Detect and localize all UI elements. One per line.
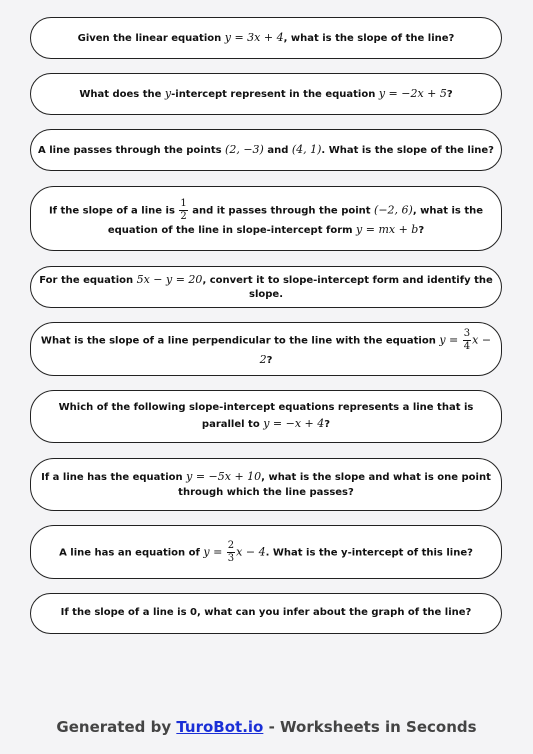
math-expression: x − 2 xyxy=(259,333,492,367)
question-card-7 xyxy=(30,390,502,443)
question-card-2 xyxy=(30,73,502,115)
question-text xyxy=(37,199,495,239)
math-expression: (−2, 6) xyxy=(374,203,413,217)
question-text-part: and xyxy=(263,144,292,156)
fraction-numerator: 3 xyxy=(463,328,471,340)
footer xyxy=(0,718,533,736)
math-expression: y = xyxy=(203,545,226,558)
fraction xyxy=(463,329,471,352)
question-text-part: If a line has the equation xyxy=(41,472,187,483)
question-text-part: If the slope of a line is xyxy=(48,205,179,217)
question-text-part: What is the slope of a line perpendicular to the line with the equation xyxy=(40,335,440,347)
math-expression: 5x − y = 20 xyxy=(136,272,203,286)
question-text-part: Given the linear equation xyxy=(77,32,225,44)
math-expression: y = −2x + 5 xyxy=(378,86,447,100)
question-text-part: , convert it to slope-intercept form and identify the slope. xyxy=(202,274,493,300)
question-text-part: ? xyxy=(324,418,331,430)
question-card-1 xyxy=(30,17,502,59)
question-text xyxy=(78,30,455,47)
question-text xyxy=(37,469,495,500)
math-expression: y = 3x + 4 xyxy=(224,30,284,44)
question-card-10 xyxy=(30,593,502,634)
math-expression: y xyxy=(164,86,172,100)
question-text-part: For the equation xyxy=(39,274,137,286)
fraction-numerator: 2 xyxy=(227,539,235,551)
math-expression: y = xyxy=(439,333,462,347)
question-text xyxy=(37,272,495,303)
question-text xyxy=(61,606,472,621)
fraction-denominator: 3 xyxy=(227,552,235,564)
question-card-5 xyxy=(30,266,502,308)
question-text-part: A line has an equation of xyxy=(59,547,204,558)
question-text xyxy=(37,401,495,432)
fraction-denominator: 2 xyxy=(180,210,187,222)
question-card-6 xyxy=(30,322,502,376)
question-text-part: , what is the equation of the line in slope-intercept form xyxy=(107,205,484,236)
question-text-part: and it passes through the point xyxy=(188,205,375,217)
question-card-3 xyxy=(30,129,502,171)
fraction-denominator: 4 xyxy=(463,341,471,353)
turobot-link[interactable]: TuroBot.io xyxy=(176,718,264,736)
question-text xyxy=(37,329,495,369)
question-text-part: ? xyxy=(446,88,453,100)
question-text xyxy=(79,86,452,103)
question-text-part: If the slope of a line is 0, what can you infer about the graph of the line? xyxy=(60,607,472,619)
fraction xyxy=(179,199,187,222)
math-expression: (2, −3) xyxy=(225,142,264,156)
question-text xyxy=(59,541,473,564)
question-text-part: ? xyxy=(266,355,273,367)
question-text-part: Which of the following slope-intercept equations represents a line that is parallel to xyxy=(58,402,474,430)
fraction-numerator: 1 xyxy=(180,197,187,209)
question-text-part: What does the xyxy=(79,88,165,100)
question-card-4 xyxy=(30,186,502,251)
fraction xyxy=(227,541,235,564)
question-text-part: A line passes through the points xyxy=(38,144,226,156)
question-card-9 xyxy=(30,525,502,579)
question-card-8 xyxy=(30,458,502,511)
math-expression: x − 4 xyxy=(236,545,266,558)
question-text xyxy=(38,142,494,159)
question-text-part: ? xyxy=(418,224,425,236)
question-text-part: , what is the slope of the line? xyxy=(283,32,455,44)
question-text-part: -intercept represent in the equation xyxy=(171,88,379,100)
question-text-part: . What is the y-intercept of this line? xyxy=(265,547,473,558)
math-expression: y = mx + b xyxy=(356,222,419,236)
footer-suffix: - Worksheets in Seconds xyxy=(263,718,477,736)
math-expression: y = −x + 4 xyxy=(263,416,325,430)
question-text-part: . What is the slope of the line? xyxy=(321,144,494,156)
math-expression: y = −5x + 10 xyxy=(186,470,262,483)
footer-prefix: Generated by xyxy=(56,718,177,736)
question-text-part: , what is the slope and what is one point through which the line passes? xyxy=(178,472,491,498)
math-expression: (4, 1) xyxy=(291,142,322,156)
